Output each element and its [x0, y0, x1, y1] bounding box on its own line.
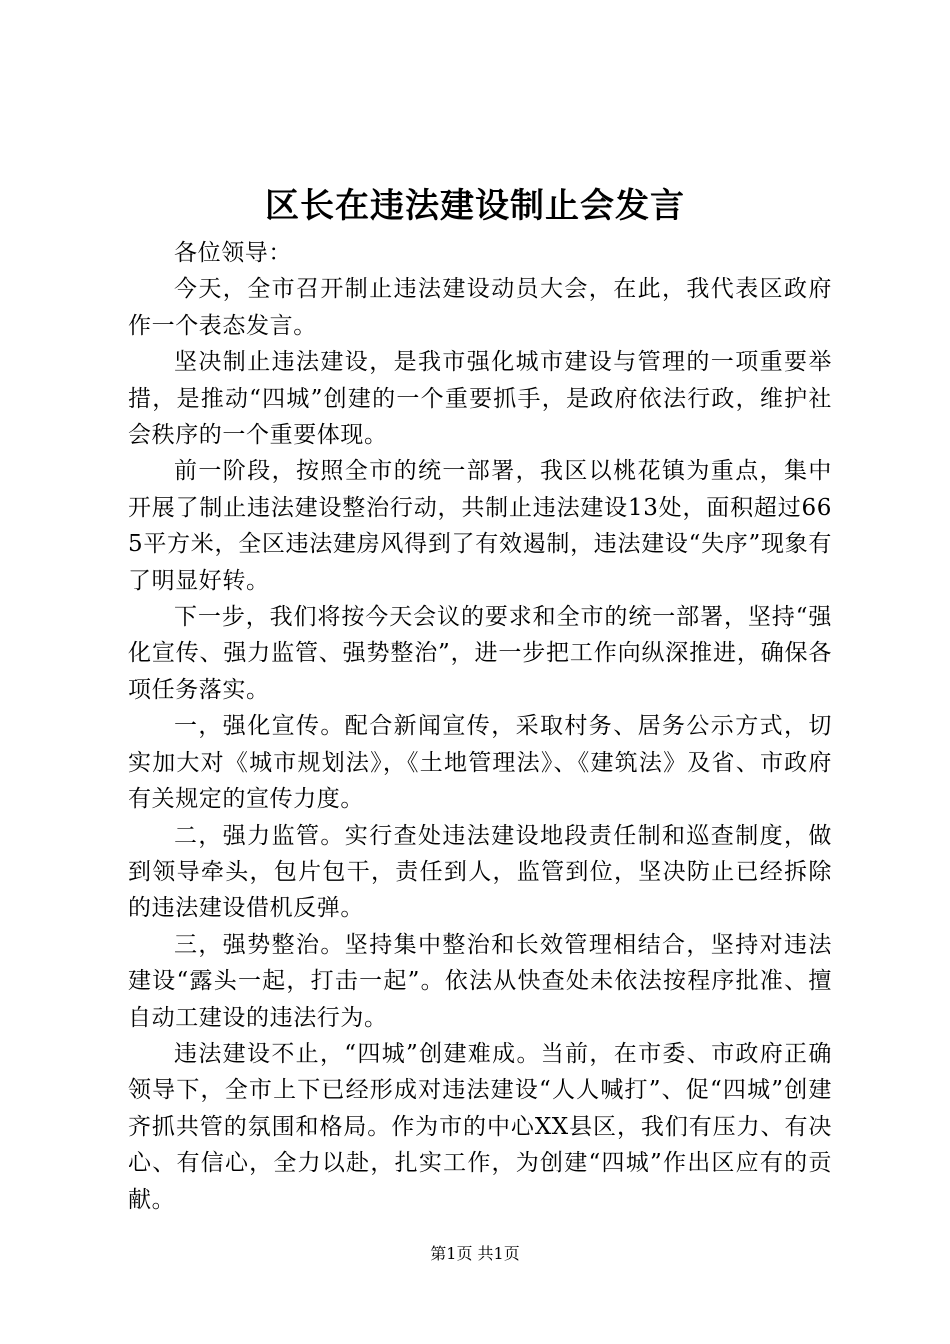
paragraph: 下一步，我们将按今天会议的要求和全市的统一部署，坚持“强化宣传、强力监管、强势整治”，进一步把工作向纵深推进，确保各项任务落实。 — [128, 604, 832, 703]
paragraph: 前一阶段，按照全市的统一部署，我区以桃花镇为重点，集中开展了制止违法建设整治行动，共制止违法建设13处，面积超过665平方米，全区违法建房风得到了有效遏制，违法建设“失序”现象有了明显好转。 — [128, 458, 832, 594]
paragraph: 违法建设不止，“四城”创建难成。当前，在市委、市政府正确领导下，全市上下已经形成对违法建设“人人喊打”、促“四城”创建齐抓共管的氛围和格局。作为市的中心XX县区，我们有压力、有决心、有信心，全力以赴，扎实工作，为创建“四城”作出区应有的贡献。 — [128, 1040, 832, 1213]
paragraph: 坚决制止违法建设，是我市强化城市建设与管理的一项重要举措，是推动“四城”创建的一个重要抓手，是政府依法行政，维护社会秩序的一个重要体现。 — [128, 349, 832, 449]
document-body — [128, 235, 832, 1218]
paragraph: 三，强势整治。坚持集中整治和长效管理相结合，坚持对违法建设“露头一起，打击一起”。依法从快查处未依法按程序批准、擅自动工建设的违法行为。 — [128, 931, 832, 1031]
document-title: 区长在违法建设制止会发言 — [265, 186, 685, 226]
paragraph: 一，强化宣传。配合新闻宣传，采取村务、居务公示方式，切实加大对《城市规划法》，《土地管理法》、《建筑法》及省、市政府有关规定的宣传力度。 — [128, 713, 832, 813]
paragraph: 今天，全市召开制止违法建设动员大会，在此，我代表区政府作一个表态发言。 — [128, 276, 832, 339]
page-number-footer: 第1页 共1页 — [430, 1244, 520, 1263]
paragraph: 二，强力监管。实行查处违法建设地段责任制和巡查制度，做到领导牵头，包片包干，责任到人，监管到位，坚决防止已经拆除的违法建设借机反弹。 — [128, 822, 832, 922]
salutation: 各位领导： — [174, 240, 292, 266]
